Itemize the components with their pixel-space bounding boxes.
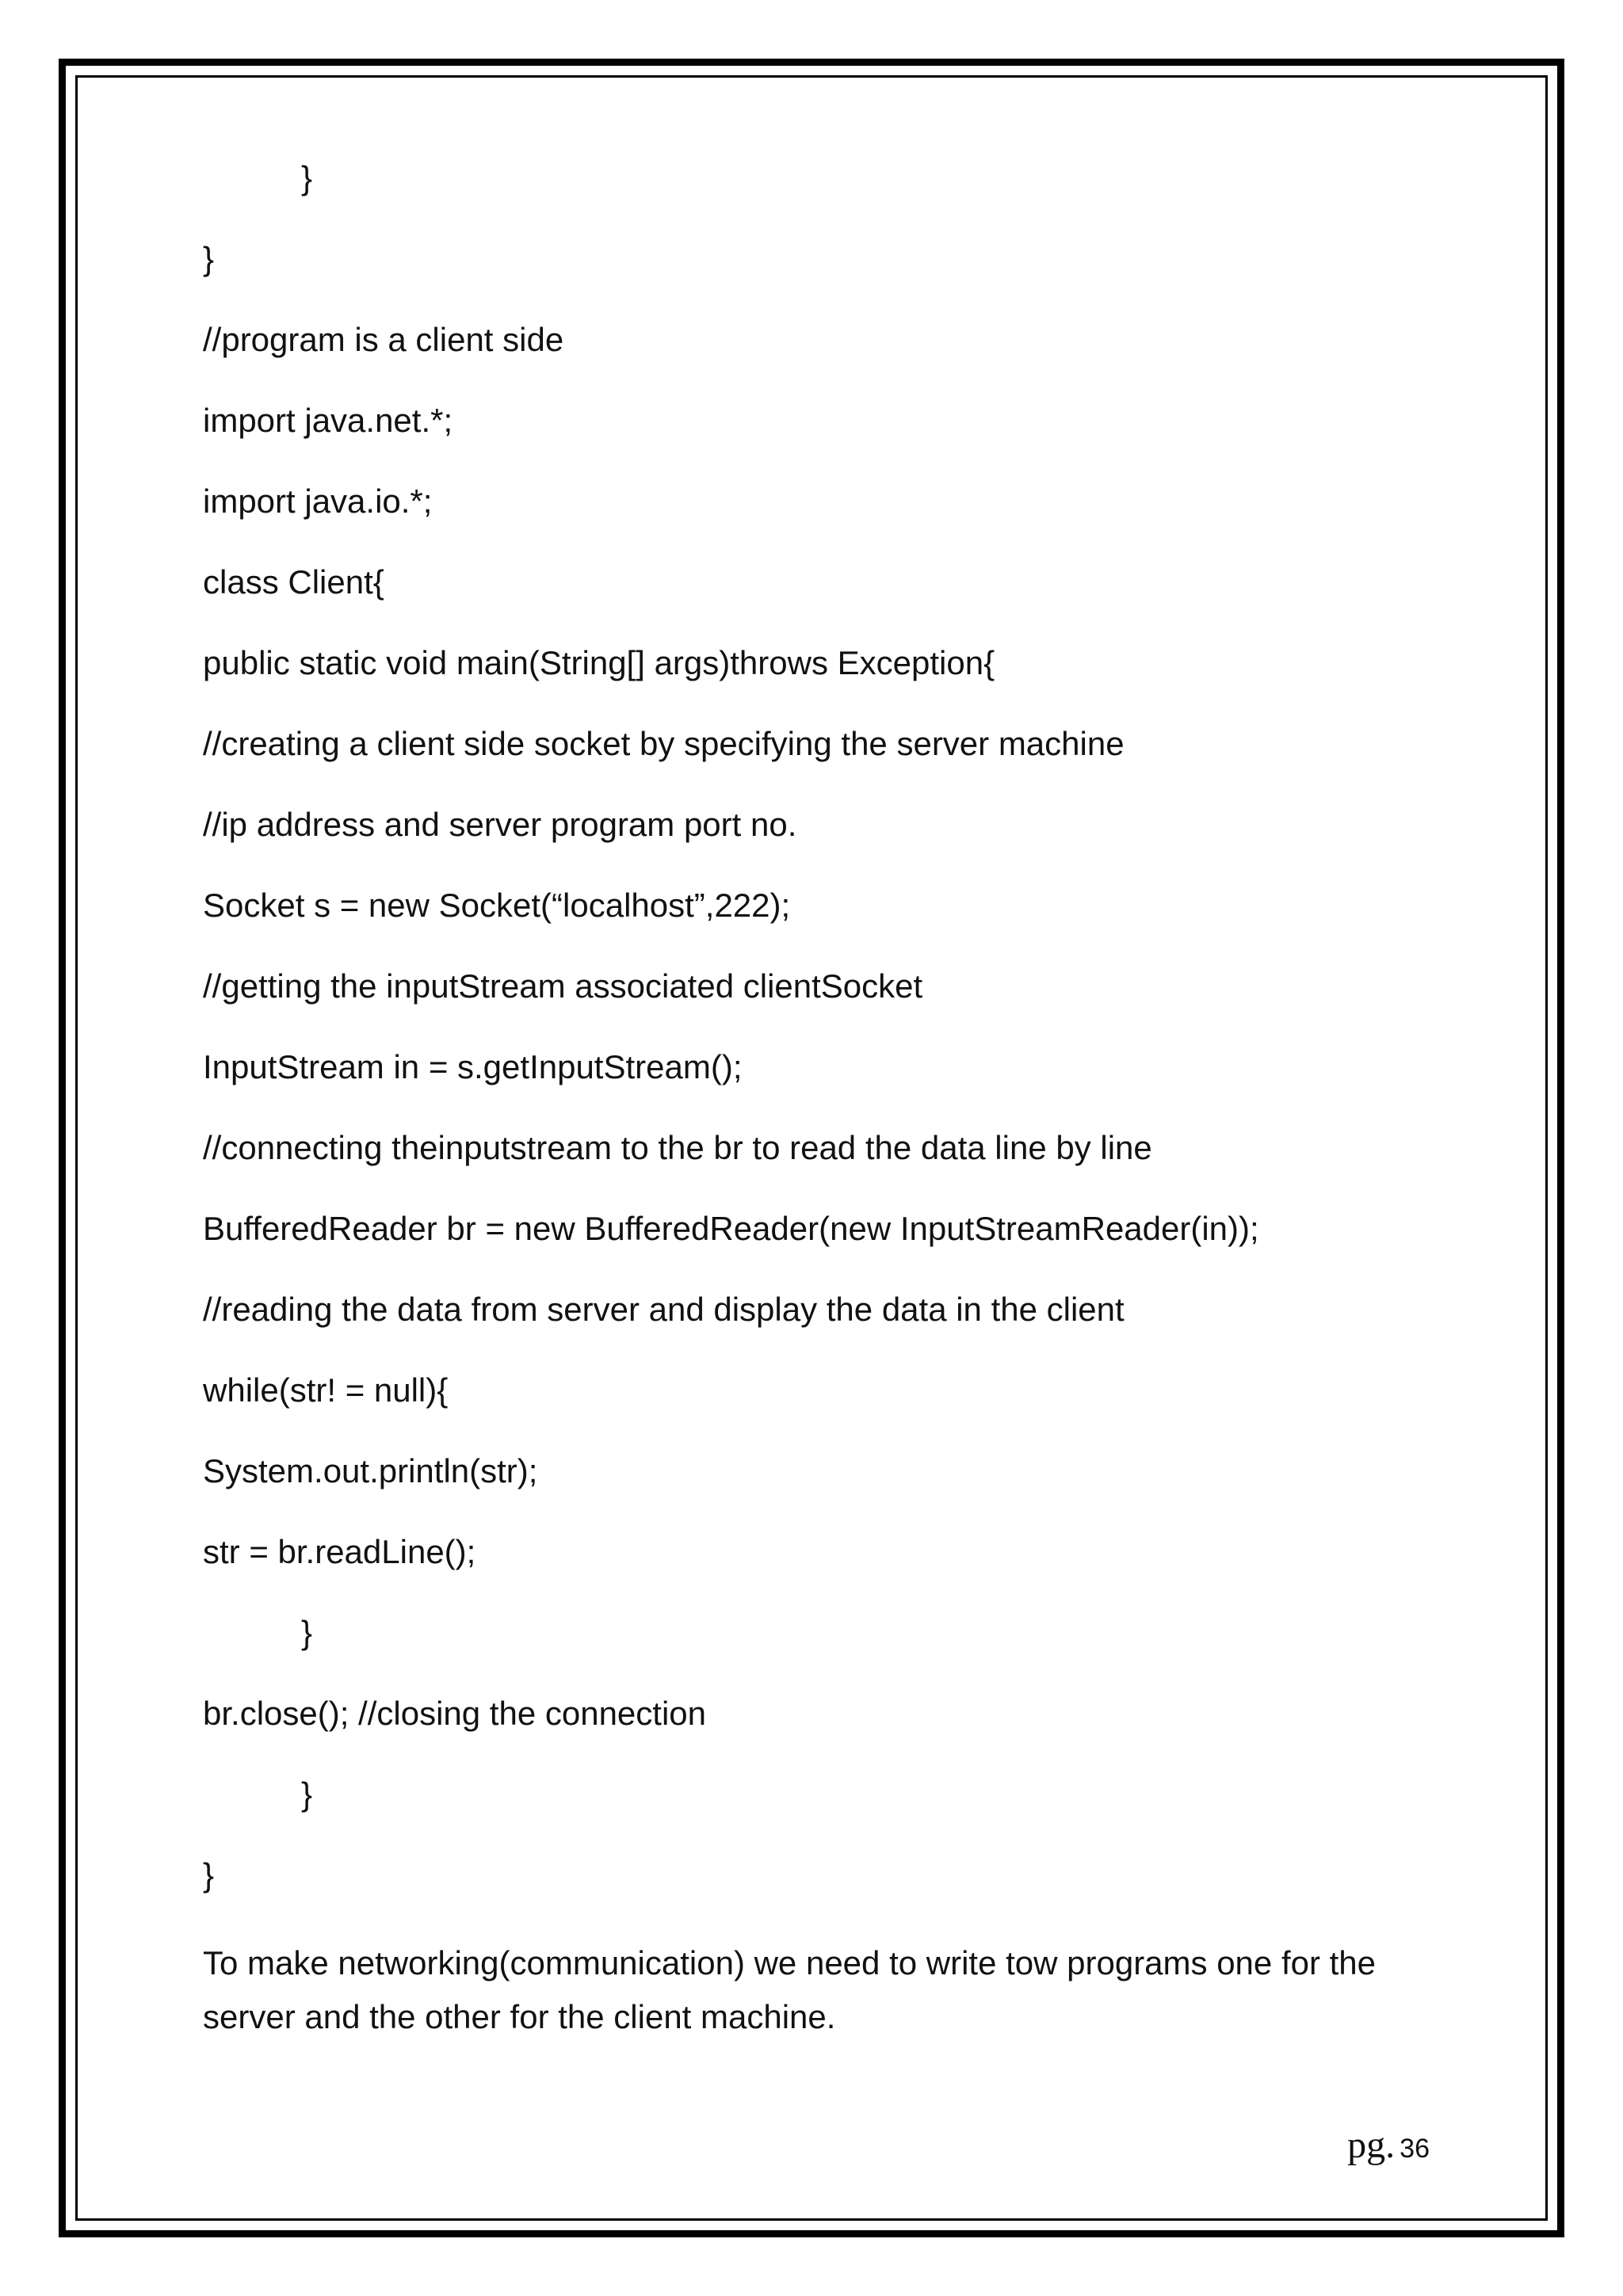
- code-line: //creating a client side socket by specifying the server machine: [203, 725, 1125, 762]
- code-line: while(str! = null){: [203, 1371, 449, 1409]
- code-line: InputStream in = s.getInputStream();: [203, 1048, 743, 1085]
- code-line: //getting the inputStream associated clientSocket: [203, 967, 923, 1005]
- code-line: //reading the data from server and display the data in the client: [203, 1291, 1125, 1328]
- code-line: }: [301, 159, 313, 196]
- code-line: import java.io.*;: [203, 482, 433, 520]
- code-line: //program is a client side: [203, 321, 564, 358]
- code-line: }: [301, 1775, 313, 1813]
- code-line: }: [301, 1614, 313, 1651]
- page-content: [203, 158, 1439, 2044]
- body-paragraph: To make networking(communication) we need to write tow programs one for the server and the other for the client machine.: [203, 1944, 1377, 2035]
- code-block: [203, 158, 1439, 1895]
- code-line: Socket s = new Socket(“localhost”,222);: [203, 887, 791, 924]
- page-number-prefix: pg.: [1347, 2124, 1396, 2166]
- code-line: import java.net.*;: [203, 402, 453, 439]
- code-line: str = br.readLine();: [203, 1533, 476, 1570]
- page-number-value: 36: [1400, 2134, 1430, 2164]
- code-line: BufferedReader br = new BufferedReader(new InputStreamReader(in));: [203, 1210, 1259, 1247]
- page-number: [1347, 2123, 1430, 2167]
- code-line: class Client{: [203, 563, 384, 601]
- code-line: }: [203, 1856, 215, 1894]
- code-line: }: [203, 240, 215, 277]
- code-line: System.out.println(str);: [203, 1452, 538, 1489]
- code-line: //connecting theinputstream to the br to read the data line by line: [203, 1129, 1152, 1166]
- code-line: br.close(); //closing the connection: [203, 1695, 707, 1732]
- code-line: //ip address and server program port no.: [203, 806, 797, 843]
- code-line: public static void main(String[] args)throws Exception{: [203, 644, 995, 681]
